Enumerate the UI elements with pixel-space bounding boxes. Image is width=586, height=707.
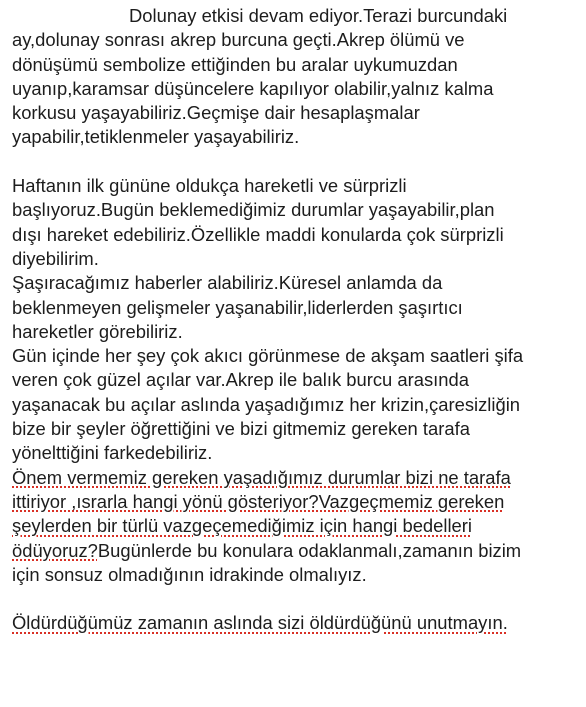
text-line: korkusu yaşayabiliriz.Geçmişe dair hesaplaşmalar bbox=[12, 102, 420, 124]
spellcheck-underlined-text[interactable]: Öldürdüğümüz zamanın aslında sizi öldürdüğünü unutmayın. bbox=[12, 612, 508, 634]
text-line: Şaşıracağımız haberler alabiliriz.Küresel anlamda da bbox=[12, 272, 443, 294]
spellcheck-underlined-text[interactable]: ittiriyor ,ısrarla hangi yönü gösteriyor?Vazgeçmemiz gereken bbox=[12, 490, 505, 512]
text-line: beklenmeyen gelişmeler yaşanabilir,liderlerden şaşırtıcı bbox=[12, 296, 463, 318]
text-line: dışı hareket edebiliriz.Özellikle maddi konularda çok sürprizli bbox=[12, 223, 504, 245]
spellcheck-line bbox=[12, 490, 582, 514]
spellcheck-line bbox=[12, 611, 582, 635]
text-line: bize bir şeyler öğrettiğini ve bizi gitmemiz gereken tarafa bbox=[12, 418, 470, 440]
text-line: diyebilirim. bbox=[12, 247, 99, 269]
blank-line bbox=[12, 150, 582, 174]
text-line: veren çok güzel açılar var.Akrep ile balık burcu arasında bbox=[12, 369, 469, 391]
spellcheck-underlined-text[interactable]: şeylerden bir türlü vazgeçemediğimiz için hangi bedelleri bbox=[12, 515, 472, 537]
text-line: Dolunay etkisi devam ediyor.Terazi burcundaki bbox=[129, 5, 508, 26]
text-line: Gün içinde her şey çok akıcı görünmese de akşam saatleri şifa bbox=[12, 345, 524, 367]
text-line: için sonsuz olmadığının idrakinde olmalıyız. bbox=[12, 563, 367, 585]
text-line: ay,dolunay sonrası akrep burcuna geçti.Akrep ölümü ve bbox=[12, 29, 465, 51]
text-line: yaşanacak bu açılar aslında yaşadığımız her krizin,çaresizliğin bbox=[12, 393, 521, 415]
text-line: hareketler görebiliriz. bbox=[12, 320, 183, 342]
text-line: Haftanın ilk gününe oldukça hareketli ve sürprizli bbox=[12, 175, 407, 197]
text-line: dönüşümü sembolize ettiğinden bu aralar uykumuzdan bbox=[12, 53, 458, 75]
text-line: uyanıp,karamsar düşüncelere kapılıyor olabilir,yalnız kalma bbox=[12, 77, 494, 99]
spellcheck-line bbox=[12, 539, 582, 563]
blank-line bbox=[12, 587, 582, 611]
spellcheck-underlined-text[interactable]: ödüyoruz? bbox=[12, 539, 98, 561]
text-segment: Bugünlerde bu konulara odaklanmalı,zamanın bizim bbox=[97, 539, 522, 561]
text-line: yapabilir,tetiklenmeler yaşayabiliriz. bbox=[12, 126, 300, 148]
spellcheck-line bbox=[12, 466, 582, 490]
text-line: başlıyoruz.Bugün beklemediğimiz durumlar yaşayabilir,plan bbox=[12, 199, 495, 221]
note-text bbox=[12, 4, 582, 636]
text-line: yönelttiğini farkedebiliriz. bbox=[12, 442, 213, 464]
spellcheck-line bbox=[12, 514, 582, 538]
spellcheck-underlined-text[interactable]: Önem vermemiz gereken yaşadığımız durumlar bizi ne tarafa bbox=[12, 466, 511, 488]
